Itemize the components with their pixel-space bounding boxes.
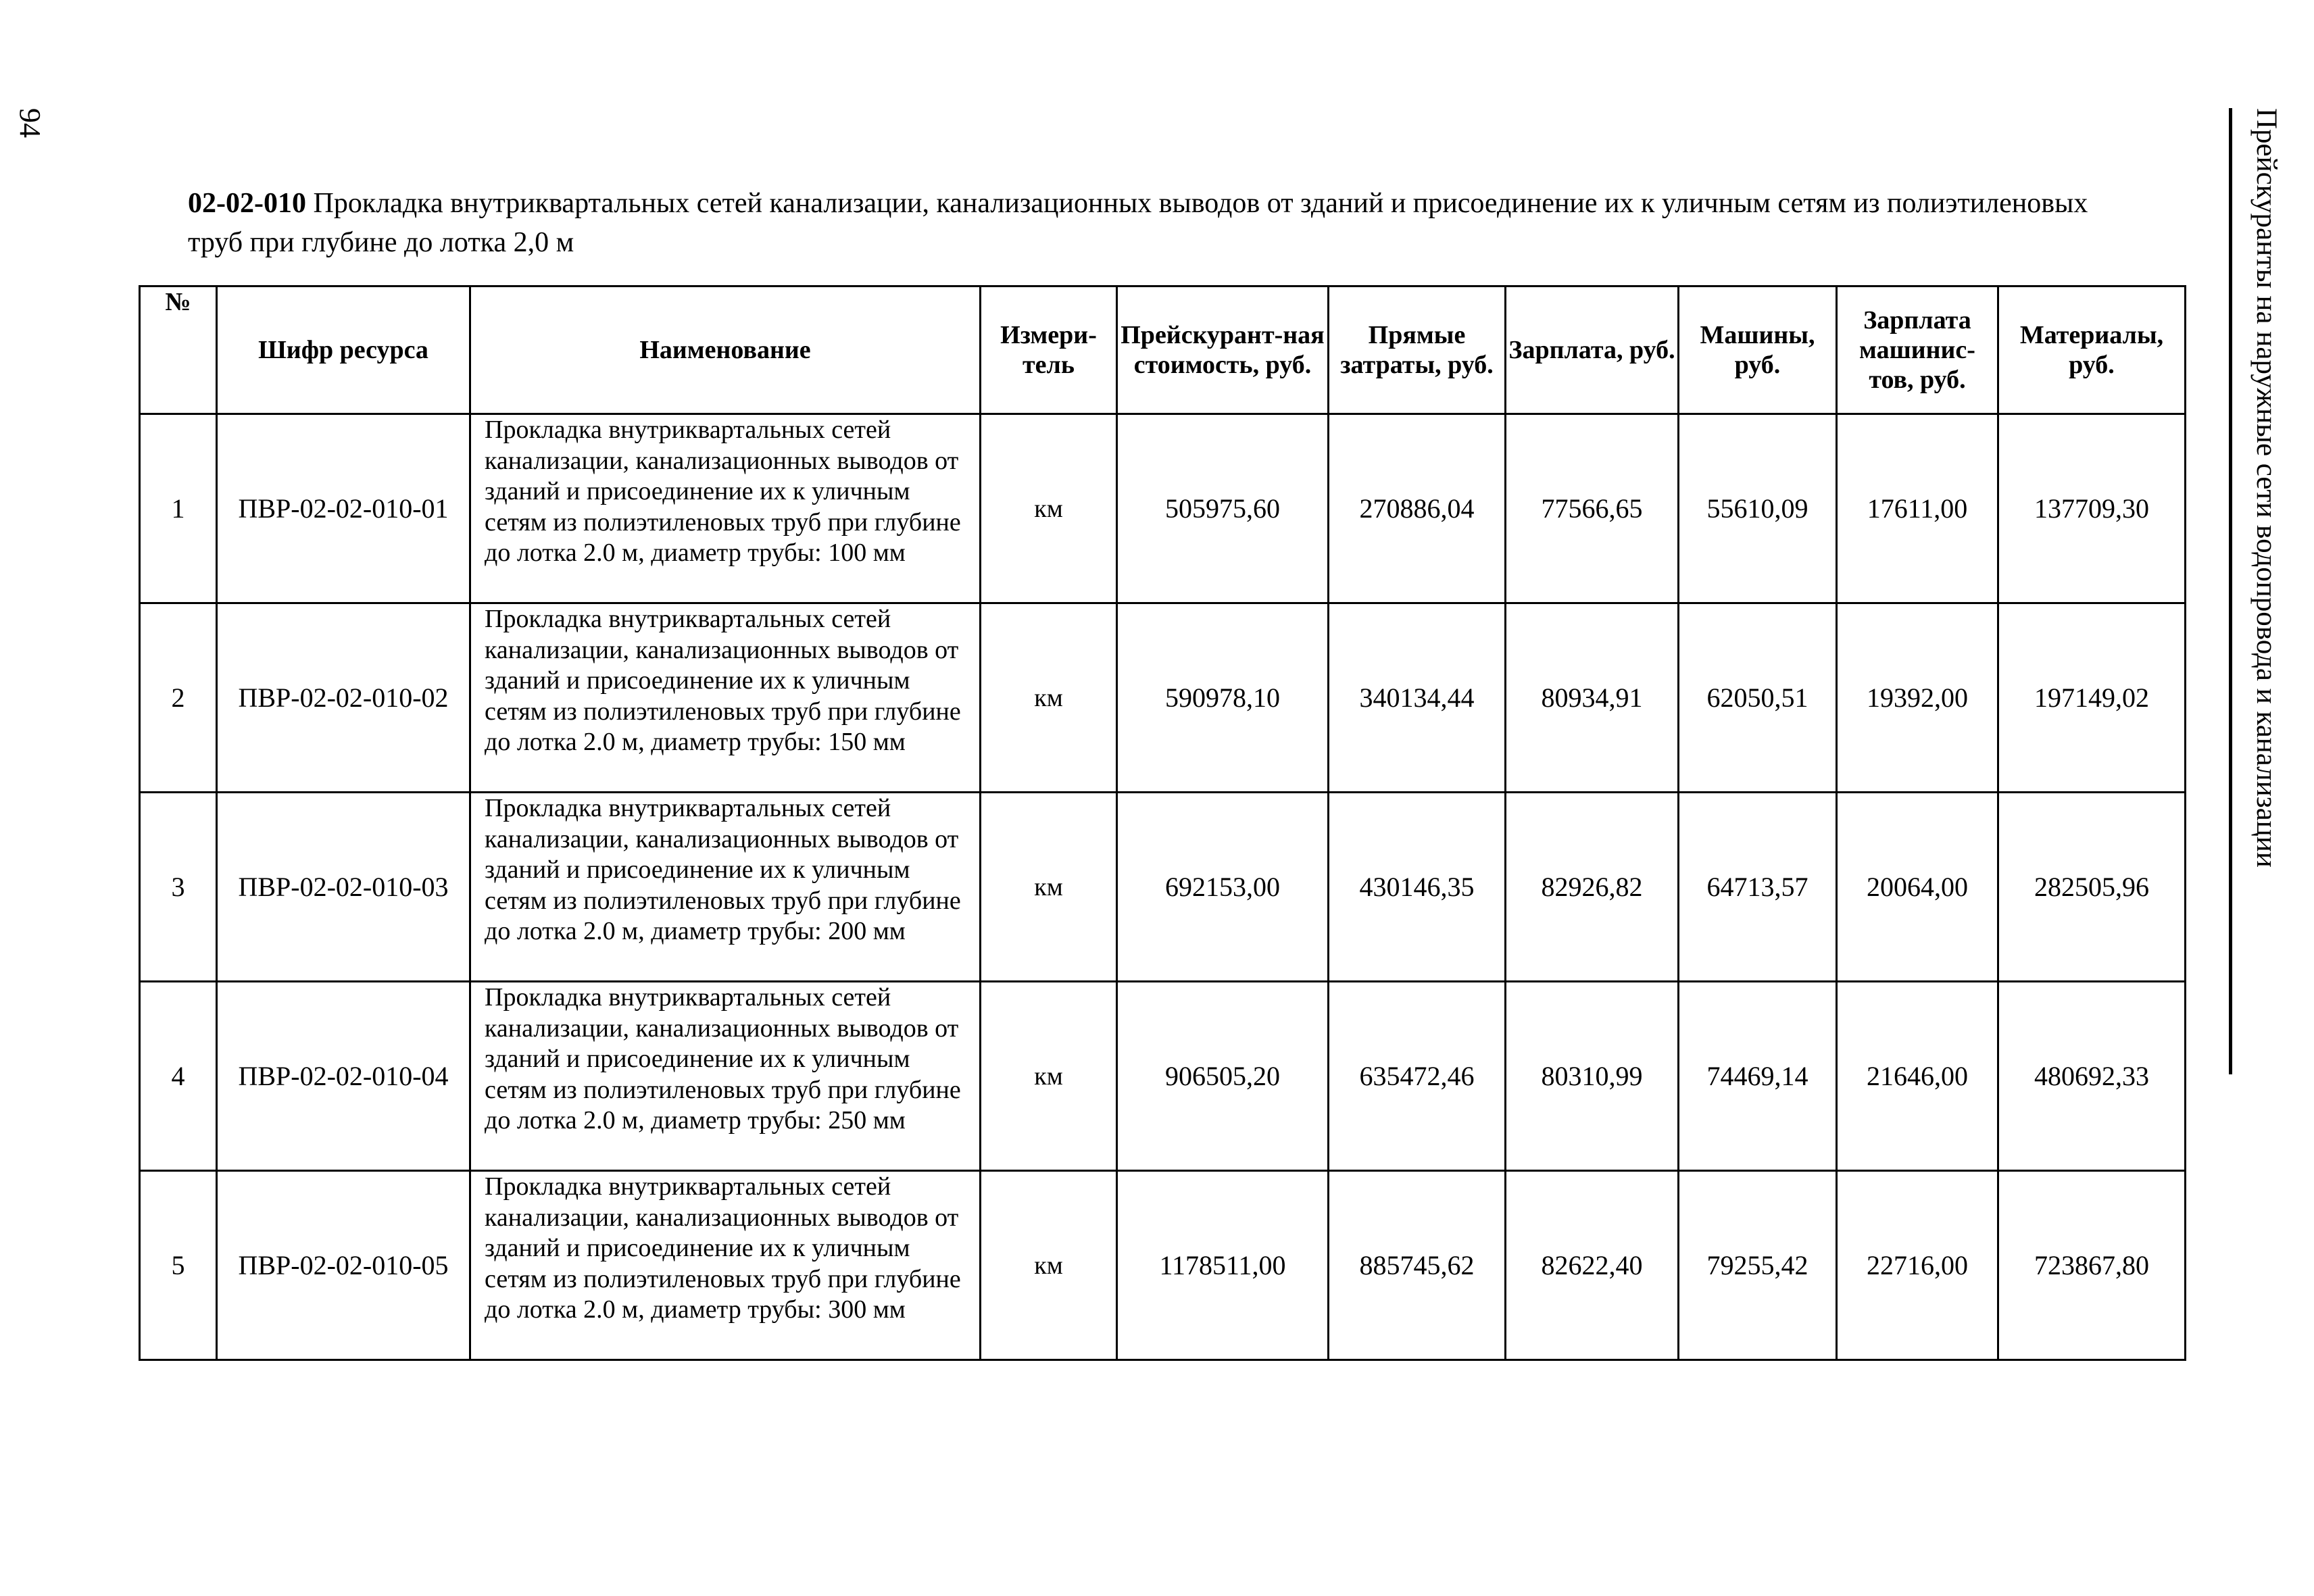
cell-direct: 635472,46	[1329, 982, 1506, 1171]
cell-price: 1178511,00	[1117, 1171, 1329, 1360]
cell-num: 1	[140, 414, 217, 603]
header-name: Наименование	[470, 286, 981, 414]
header-materials: Материалы, руб.	[1998, 286, 2186, 414]
cell-machinist-salary: 22716,00	[1837, 1171, 1998, 1360]
cell-name: Прокладка внутриквартальных сетей канализации, канализационных выводов от зданий и присоединение их к уличным сетям из полиэтиленовых труб при глубине до лотка 2.0 м, диаметр трубы: 250 мм	[470, 982, 981, 1171]
cell-salary: 82622,40	[1506, 1171, 1679, 1360]
table-row	[140, 793, 2186, 982]
table-row	[140, 1171, 2186, 1360]
cell-materials: 723867,80	[1998, 1171, 2186, 1360]
cell-direct: 885745,62	[1329, 1171, 1506, 1360]
cell-unit: км	[981, 793, 1117, 982]
header-salary: Зарплата, руб.	[1506, 286, 1679, 414]
cell-code: ПВР-02-02-010-02	[217, 603, 470, 793]
table-row	[140, 414, 2186, 603]
cell-num: 2	[140, 603, 217, 793]
cell-name: Прокладка внутриквартальных сетей канализации, канализационных выводов от зданий и присоединение их к уличным сетям из полиэтиленовых труб при глубине до лотка 2.0 м, диаметр трубы: 200 мм	[470, 793, 981, 982]
cell-code: ПВР-02-02-010-05	[217, 1171, 470, 1360]
header-direct: Прямые затраты, руб.	[1329, 286, 1506, 414]
cell-direct: 340134,44	[1329, 603, 1506, 793]
table-row	[140, 603, 2186, 793]
cell-unit: км	[981, 414, 1117, 603]
cell-code: ПВР-02-02-010-01	[217, 414, 470, 603]
cell-price: 590978,10	[1117, 603, 1329, 793]
header-machinist-salary: Зарплата машинис-тов, руб.	[1837, 286, 1998, 414]
cell-name: Прокладка внутриквартальных сетей канализации, канализационных выводов от зданий и присоединение их к уличным сетям из полиэтиленовых труб при глубине до лотка 2.0 м, диаметр трубы: 300 мм	[470, 1171, 981, 1360]
cell-name: Прокладка внутриквартальных сетей канализации, канализационных выводов от зданий и присоединение их к уличным сетям из полиэтиленовых труб при глубине до лотка 2.0 м, диаметр трубы: 150 мм	[470, 603, 981, 793]
cell-direct: 430146,35	[1329, 793, 1506, 982]
cell-machines: 74469,14	[1679, 982, 1837, 1171]
cell-materials: 197149,02	[1998, 603, 2186, 793]
cell-machinist-salary: 19392,00	[1837, 603, 1998, 793]
header-price: Прейскурант-ная стоимость, руб.	[1117, 286, 1329, 414]
header-machines: Машины, руб.	[1679, 286, 1837, 414]
section-caption	[188, 184, 2134, 262]
cell-direct: 270886,04	[1329, 414, 1506, 603]
cell-salary: 80310,99	[1506, 982, 1679, 1171]
cell-machines: 64713,57	[1679, 793, 1837, 982]
cell-price: 692153,00	[1117, 793, 1329, 982]
cell-salary: 82926,82	[1506, 793, 1679, 982]
section-title: Прокладка внутриквартальных сетей канализации, канализационных выводов от зданий и присоединение их к уличным сетям из полиэтиленовых труб при глубине до лотка 2,0 м	[188, 188, 2088, 258]
cell-materials: 137709,30	[1998, 414, 2186, 603]
cell-code: ПВР-02-02-010-03	[217, 793, 470, 982]
page-number: 94	[14, 108, 47, 138]
cell-salary: 77566,65	[1506, 414, 1679, 603]
side-divider-rule	[2229, 108, 2232, 1074]
cell-unit: км	[981, 1171, 1117, 1360]
side-running-title: Прейскуранты на наружные сети водопровода и канализации	[2250, 108, 2282, 868]
cell-price: 505975,60	[1117, 414, 1329, 603]
cell-machines: 55610,09	[1679, 414, 1837, 603]
cell-unit: км	[981, 982, 1117, 1171]
cell-num: 5	[140, 1171, 217, 1360]
cell-price: 906505,20	[1117, 982, 1329, 1171]
section-code: 02-02-010	[188, 188, 306, 219]
price-table	[139, 285, 2186, 1361]
table-header-row	[140, 286, 2186, 414]
cell-machinist-salary: 21646,00	[1837, 982, 1998, 1171]
cell-name: Прокладка внутриквартальных сетей канализации, канализационных выводов от зданий и присоединение их к уличным сетям из полиэтиленовых труб при глубине до лотка 2.0 м, диаметр трубы: 100 мм	[470, 414, 981, 603]
header-unit: Измери-тель	[981, 286, 1117, 414]
header-code: Шифр ресурса	[217, 286, 470, 414]
cell-unit: км	[981, 603, 1117, 793]
cell-code: ПВР-02-02-010-04	[217, 982, 470, 1171]
cell-machines: 79255,42	[1679, 1171, 1837, 1360]
cell-machines: 62050,51	[1679, 603, 1837, 793]
cell-num: 4	[140, 982, 217, 1171]
cell-machinist-salary: 20064,00	[1837, 793, 1998, 982]
cell-num: 3	[140, 793, 217, 982]
cell-machinist-salary: 17611,00	[1837, 414, 1998, 603]
cell-salary: 80934,91	[1506, 603, 1679, 793]
cell-materials: 480692,33	[1998, 982, 2186, 1171]
cell-materials: 282505,96	[1998, 793, 2186, 982]
header-num: №	[140, 286, 217, 414]
table-row	[140, 982, 2186, 1171]
